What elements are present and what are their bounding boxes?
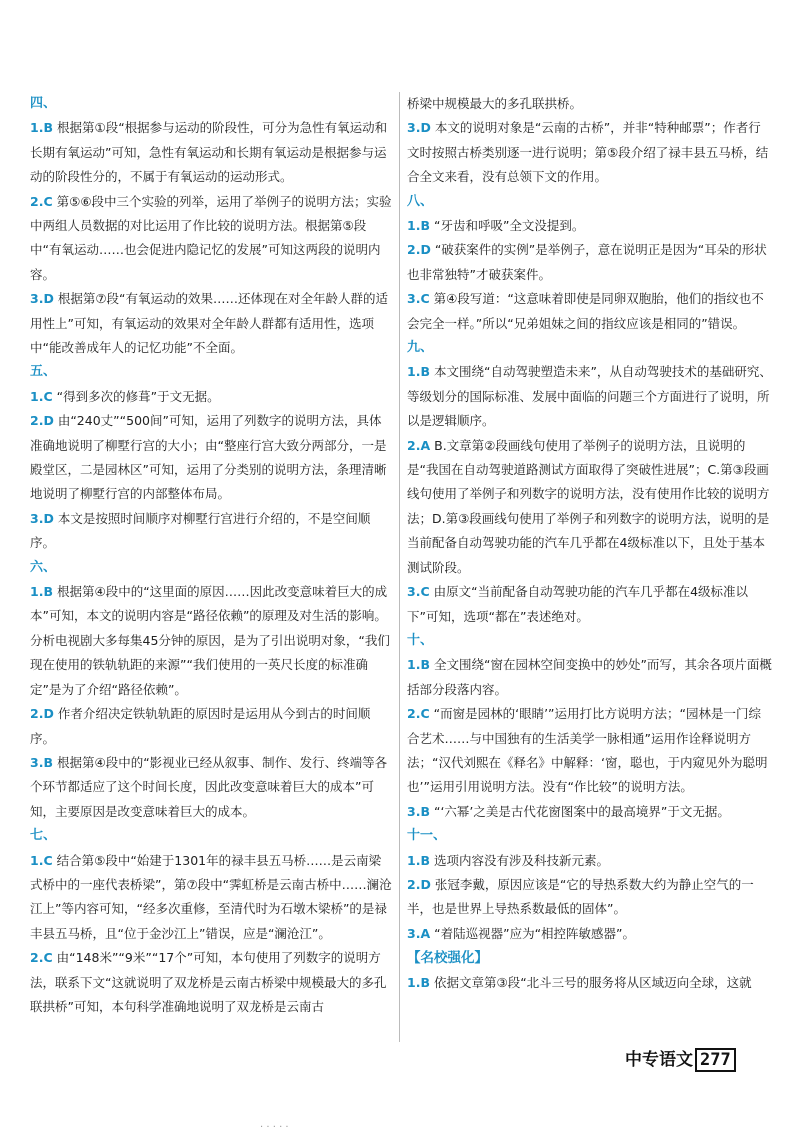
answer-item [407, 214, 772, 238]
section-title: 五、 [30, 364, 57, 380]
answer-item [407, 360, 772, 433]
answer-item [30, 946, 392, 1019]
answer-number: 3.C [407, 584, 430, 600]
answer-number: 3.B [30, 754, 53, 770]
answer-number: 2.D [407, 876, 431, 892]
section-tag: 【名校强化】 [407, 950, 488, 967]
answer-item [407, 873, 772, 922]
answer-item [407, 702, 772, 800]
answer-item [407, 922, 772, 946]
answer-text: 作者介绍决定铁轨轨距的原因时是运用从今到古的时间顺序。 [30, 706, 371, 746]
page-footer [625, 1045, 736, 1070]
answer-text: 根据第④段中的“这里面的原因……因此改变意味着巨大的成本”可知，本文的说明内容是“路径依赖”的原理及对生活的影响。分析电视剧大多每集45分钟的原因，是为了引出说明对象，“我们现在使用的铁轨轨距的来源”“我们使用的一英尺长度的标准确定”是为了介绍“路径依赖”。 [30, 584, 390, 697]
answer-text: 选项内容没有涉及科技新元素。 [433, 852, 609, 868]
answer-item [30, 116, 392, 189]
answer-text: 本文是按照时间顺序对柳墅行宫进行介绍的，不是空间顺序。 [30, 510, 371, 551]
answer-number: 3.D [407, 120, 431, 136]
answer-number: 3.A [407, 925, 431, 941]
answer-text: 第⑤⑥段中三个实验的列举，运用了举例子的说明方法；实验中两组人员数据的对比运用了作比较的说明方法。根据第⑤段中“有氧运动……也会促进内隐记忆的发展”可知这两段的说明内容。 [30, 193, 392, 282]
answer-number: 2.D [407, 242, 431, 258]
answer-number: 1.C [30, 852, 53, 868]
page-number: 277 [695, 1048, 736, 1072]
answer-text: 本文的说明对象是“云南的古桥”，并非“特种邮票”；作者行文时按照古桥类别逐一进行说明；第⑤段介绍了禄丰县五马桥，结合全文来看，没有总领下文的作用。 [407, 120, 769, 185]
answer-text: 由“148米”“9米”“17个”可知，本句使用了列数字的说明方法，联系下文“这就说明了双龙桥是云南古桥梁中规模最大的多孔联拱桥”可知，本句科学准确地说明了双龙桥是云南古 [30, 950, 387, 1014]
section-title: 六、 [30, 559, 57, 575]
answer-number: 3.B [407, 803, 430, 819]
answer-text: “牙齿和呼吸”全文没提到。 [433, 218, 585, 234]
answer-item [30, 409, 392, 507]
section-title: 七、 [30, 828, 57, 844]
answer-text: 第④段写道：“这意味着即使是同卵双胞胎，他们的指纹也不会完全一样。”所以“兄弟姐妹之间的指纹应该是相同的”错误。 [407, 291, 764, 331]
answer-text: 本文围绕“自动驾驶塑造未来”，从自动驾驶技术的基础研究、等级划分的国际标准、发展中面临的问题三个方面进行了说明，所以是逻辑顺序。 [407, 364, 772, 429]
answer-item [407, 116, 772, 189]
bottom-dots: · · · · · [260, 1122, 289, 1133]
answer-text: “得到多次的修葺”于文无据。 [56, 388, 220, 404]
answer-item [30, 385, 392, 409]
answer-item [407, 287, 772, 336]
answer-text: 根据第①段“根据参与运动的阶段性，可分为急性有氧运动和长期有氧运动”可知，急性有氧运动和长期有氧运动是根据参与运动的阶段性分的，不属于有氧运动的运动形式。 [30, 120, 388, 185]
answer-text: 由“240丈”“500间”可知，运用了列数字的说明方法，具体准确地说明了柳墅行宫的大小；由“整座行宫大致分两部分，一是殿堂区，二是园林区”可知，运用了分类别的说明方法，条理清晰地说明了柳墅行宫的内部整体布局。 [30, 413, 387, 502]
answer-number: 3.D [30, 510, 54, 526]
answer-number: 1.B [407, 218, 430, 234]
answer-number: 1.B [30, 584, 53, 600]
answer-text: 根据第⑦段“有氧运动的效果……还体现在对全年龄人群的适用性上”可知，有氧运动的效果对全年龄人群都有适用性，选项中“能改善成年人的记忆功能”不全面。 [30, 291, 389, 356]
answer-item [30, 702, 392, 751]
answer-number: 1.B [407, 657, 430, 673]
answer-item [407, 653, 772, 702]
answer-number: 2.D [30, 413, 54, 429]
answer-number: 1.B [30, 120, 53, 136]
continued-text: 桥梁中规模最大的多孔联拱桥。 [407, 96, 583, 111]
answer-number: 1.B [407, 974, 430, 990]
answer-number: 3.D [30, 291, 54, 307]
answer-item [407, 971, 772, 995]
answer-item [30, 849, 392, 947]
section-title: 十、 [407, 632, 434, 648]
answer-text: “而窗是园林的‘眼睛’”运用打比方说明方法；“园林是一门综合艺术……与中国独有的生活美学一脉相通”运用作诠释说明方法；“汉代刘熙在《释名》中解释：‘窗，聪也，于内窥见外为聪明也’”运用引用说明方法。没有“作比较”的说明方法。 [407, 706, 768, 795]
answer-item [30, 190, 392, 288]
answer-text: 由原文“当前配备自动驾驶功能的汽车几乎都在4级标准以下”可知，选项“都在”表述绝对。 [407, 584, 749, 624]
answer-item [407, 434, 772, 580]
left-column [30, 92, 392, 1019]
answer-number: 1.C [30, 388, 53, 404]
answer-item [407, 580, 772, 629]
section-title: 九、 [407, 340, 434, 356]
section-title: 四、 [30, 96, 57, 111]
answer-number: 2.D [30, 706, 54, 722]
answer-text: 全文围绕“窗在园林空间变换中的妙处”而写，其余各项片面概括部分段落内容。 [407, 657, 772, 697]
answer-text: “着陆巡视器”应为“相控阵敏感器”。 [434, 925, 636, 941]
section-title: 八、 [407, 193, 434, 209]
answer-text: 根据第④段中的“影视业已经从叙事、制作、发行、终端等各个环节都适应了这个时间长度，因此改变意味着巨大的成本”可知，主要原因是改变意味着巨大的成本。 [30, 754, 388, 819]
answer-number: 2.C [30, 193, 53, 209]
answer-item [30, 751, 392, 824]
column-divider [399, 92, 400, 1042]
answer-item [30, 580, 392, 702]
answer-number: 3.C [407, 291, 430, 307]
answer-text: “‘六幂’之美是古代花窗图案中的最高境界”于文无据。 [433, 803, 730, 819]
answer-text: “破获案件的实例”是举例子，意在说明正是因为“耳朵的形状也非常独特”才破获案件。 [407, 242, 767, 282]
answer-text: 依据文章第③段“北斗三号的服务将从区域迈向全球，这就 [433, 974, 752, 990]
answer-text: 张冠李戴，原因应该是“它的导热系数大约为静止空气的一半，也是世界上导热系数最低的固体”。 [407, 876, 754, 917]
section-title: 十一、 [407, 828, 447, 844]
answer-item [407, 800, 772, 824]
answer-item [30, 287, 392, 360]
answer-text: B.文章第②段画线句使用了举例子的说明方法，且说明的是“我国在自动驾驶道路测试方面取得了突破性进展”；C.第③段画线句使用了举例子和列数字的说明方法，没有使用作比较的说明方法；D.第③段画线句使用了举例子和列数字的说明方法，说明的是当前配备自动驾驶功能的汽车几乎都在4级标准以下，且处于基本测试阶段。 [407, 437, 770, 575]
answer-number: 2.C [30, 950, 53, 966]
answer-item [407, 238, 772, 287]
answer-number: 2.A [407, 437, 431, 453]
right-column [407, 92, 772, 995]
answer-number: 1.B [407, 364, 430, 380]
answer-item [407, 849, 772, 873]
answer-number: 2.C [407, 706, 430, 722]
answer-text: 结合第⑤段中“始建于1301年的禄丰县五马桥……是云南梁式桥中的一座代表桥梁”，第⑦段中“霁虹桥是云南古桥中……澜沧江上”等内容可知，“经多次重修，至清代时为石墩木梁桥”的是禄丰县五马桥，且“位于金沙江上”错误，应是“澜沧江”。 [30, 852, 392, 941]
answer-number: 1.B [407, 852, 430, 868]
answer-item [30, 507, 392, 556]
footer-label: 中专语文 [625, 1050, 693, 1070]
